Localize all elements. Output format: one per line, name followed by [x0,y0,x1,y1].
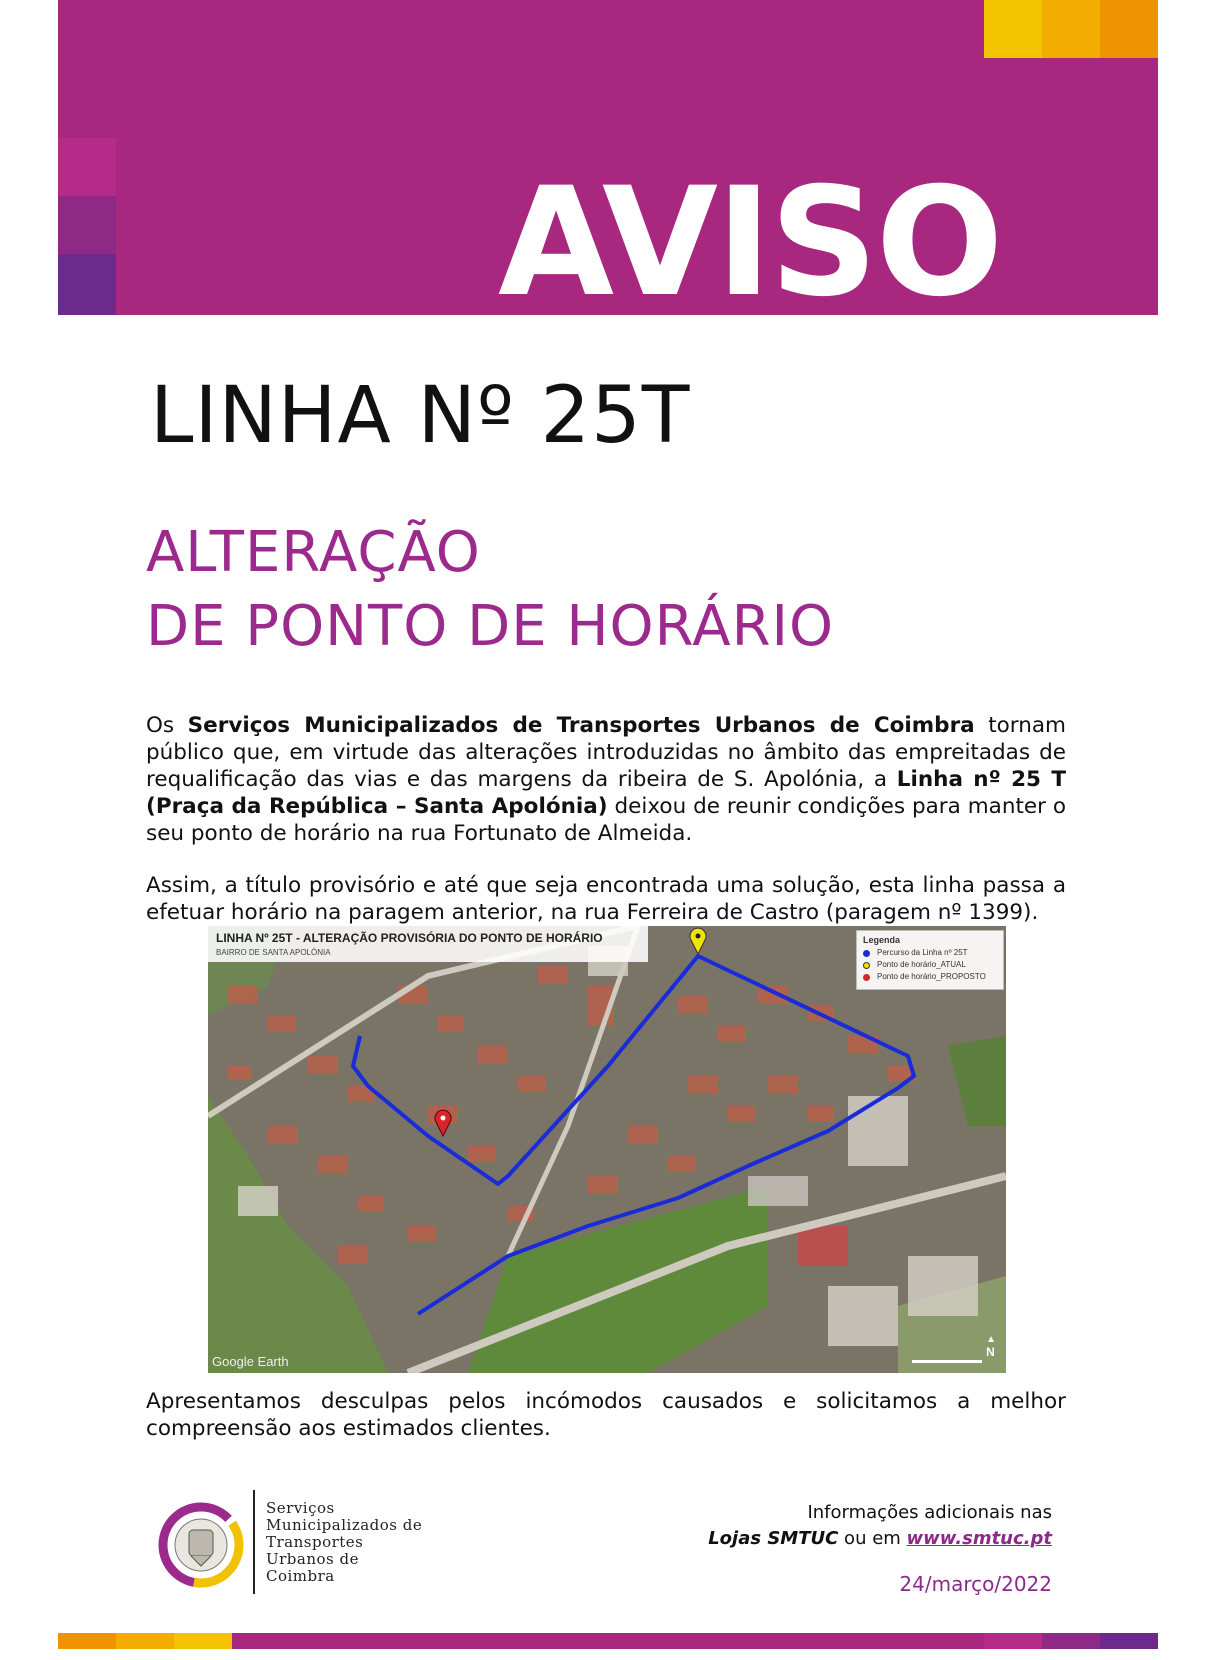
paragraph-announcement [146,712,1066,847]
legend-title: Legenda [863,935,901,945]
decor-square-orange [1100,0,1158,58]
text-bold: Serviços Municipalizados de Transportes Urbanos de Coimbra [187,713,975,738]
map-subtitle: BAIRRO DE SANTA APOLÓNIA [216,948,331,957]
info-text: ou em [838,1528,907,1549]
org-line: Municipalizados de [266,1516,423,1534]
aerial-map-image [208,926,1006,1373]
text-run: Os [146,713,188,738]
paragraph-apology: Apresentamos desculpas pelos incómodos causados e solicitamos a melhor compreensão aos estimados clientes. [146,1389,1066,1441]
current-stop-legend-icon [863,962,870,969]
org-line: Coimbra [266,1567,335,1585]
proposed-stop-legend-icon [863,974,870,981]
smtuc-logo-icon [156,1500,246,1590]
map-title-box [208,926,648,962]
org-line: Serviços [266,1499,335,1517]
north-label: N [986,1345,995,1359]
map-credit: Google Earth [212,1354,289,1369]
website-link[interactable]: www.smtuc.pt [906,1528,1052,1549]
header-banner [58,0,1158,315]
decor-square [58,254,116,315]
text-run: deixou de reunir condições para manter o seu ponto de horário na rua Fortunato de Almeida. [146,794,1066,846]
org-line: Transportes [266,1533,364,1551]
north-arrow-icon: ▲ N [986,1334,996,1359]
decor-square [58,196,116,254]
page-title: LINHA Nº 25T [150,371,691,461]
stores-label: Lojas SMTUC [708,1528,839,1549]
route-map [208,926,1006,1373]
legend-item: Percurso da Linha nº 25T [877,948,968,957]
footer-color-bar [58,1633,1158,1649]
legend-item: Ponto de horário_PROPOSTO [877,972,986,981]
text-bold: Linha nº 25 T (Praça da República – Santa Apolónia) [146,767,1066,819]
text-run: tornam público que, em virtude das alterações introduzidas no âmbito das empreitadas de requalificação das vias e das margens da ribeira de S. Apolónia, a [146,713,1066,792]
route-legend-icon [863,950,870,957]
org-line: Urbanos de [266,1550,359,1568]
legend-item: Ponto de horário_ATUAL [877,960,966,969]
publish-date: 24/março/2022 [899,1572,1052,1596]
page-subtitle [146,516,834,664]
info-line: Informações adicionais nas [807,1502,1052,1523]
map-title: LINHA Nº 25T - ALTERAÇÃO PROVISÓRIA DO PONTO DE HORÁRIO [216,931,603,945]
paragraph-provisional: Assim, a título provisório e até que seja encontrada uma solução, esta linha passa a efetuar horário na paragem anterior, na rua Ferreira de Castro (paragem nº 1399). [146,873,1066,925]
info-line [708,1526,1052,1552]
decor-square [58,138,116,196]
map-legend [856,930,1004,990]
footer-divider [253,1490,255,1594]
decor-square-yellow [1042,0,1100,58]
subtitle-line: DE PONTO DE HORÁRIO [146,594,835,659]
subtitle-line: ALTERAÇÃO [146,520,481,585]
organization-name [266,1500,422,1585]
additional-info [708,1500,1052,1552]
decor-square-yellow [984,0,1042,58]
banner-word: AVISO [498,156,1002,315]
